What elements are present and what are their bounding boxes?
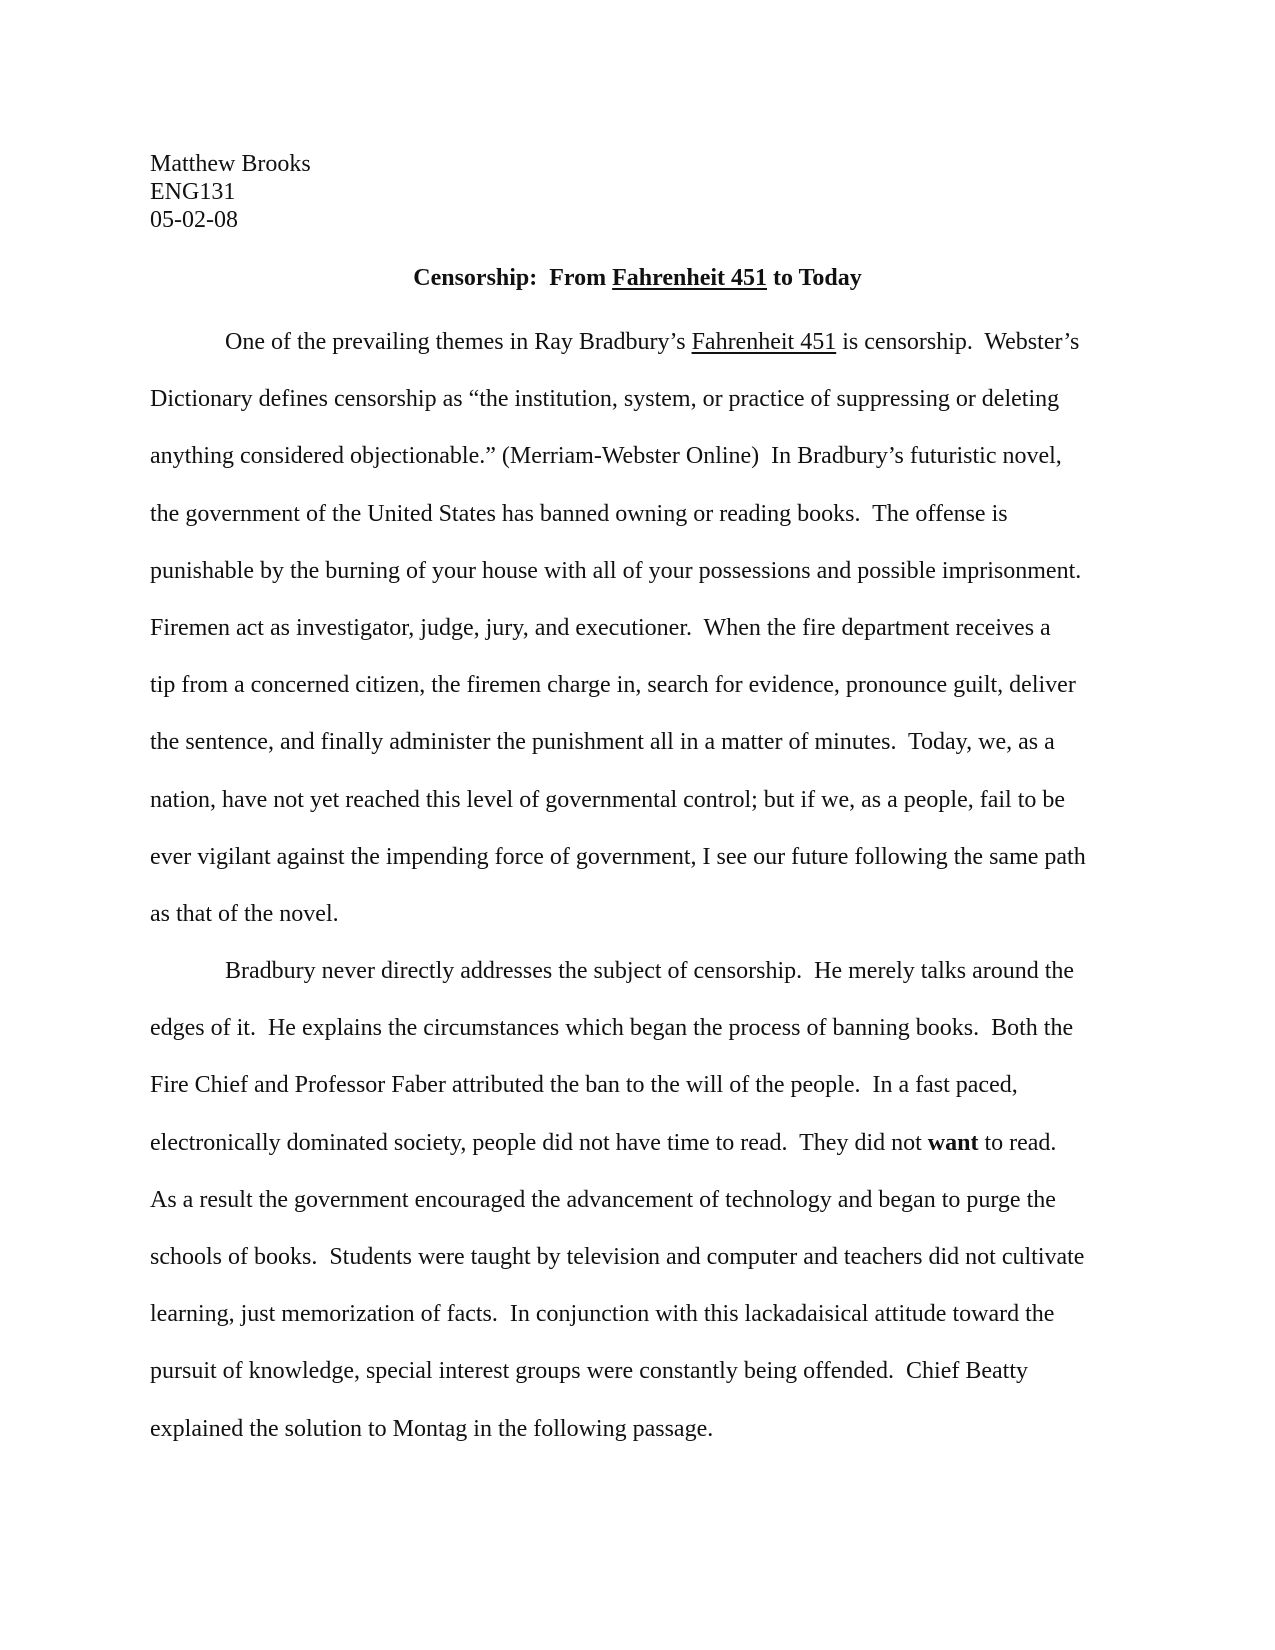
paragraph-text: electronically dominated society, people did not have time to read. They did not (150, 1129, 928, 1156)
paragraph-line: As a result the government encouraged the advancement of technology and began to purge the (150, 1186, 1056, 1213)
paragraph-line: learning, just memorization of facts. In conjunction with this lackadaisical attitude toward the (150, 1301, 1055, 1328)
paragraph-line: schools of books. Students were taught by television and computer and teachers did not cultivate (150, 1244, 1085, 1270)
title-prefix: Censorship: From (413, 265, 613, 291)
essay-body (150, 314, 1150, 1458)
author-name: Matthew Brooks (150, 151, 311, 177)
paragraph-line: anything considered objectionable.” (Merriam-Webster Online) In Bradbury’s futuristic novel, (150, 443, 1062, 470)
paragraph-text: to read. (978, 1129, 1057, 1156)
paragraph-line: explained the solution to Montag in the following passage. (150, 1415, 714, 1442)
paragraph-line: Firemen act as investigator, judge, jury, and executioner. When the fire department receives a (150, 614, 1051, 641)
paragraph-line: Dictionary defines censorship as “the institution, system, or practice of suppressing or deleting (150, 386, 1060, 413)
paragraph-line: ever vigilant against the impending force of government, I see our future following the same path (150, 843, 1086, 870)
paragraph-line: Fire Chief and Professor Faber attributed the ban to the will of the people. In a fast paced, (150, 1072, 1018, 1099)
book-title: Fahrenheit 451 (691, 329, 837, 355)
paragraph-text: One of the prevailing themes in Ray Bradbury’s (225, 329, 692, 355)
paragraph-line (150, 1115, 1150, 1172)
paragraph-2 (150, 943, 1150, 1458)
paragraph-text: is censorship. Webster’s (836, 329, 1080, 355)
essay-header (150, 150, 311, 234)
essay-title (0, 263, 1275, 293)
paragraph-line: pursuit of knowledge, special interest groups were constantly being offended. Chief Beatty (150, 1358, 1028, 1385)
paragraph-line: nation, have not yet reached this level of governmental control; but if we, as a people, fail to be (150, 786, 1066, 813)
emphasized-word: want (927, 1129, 979, 1156)
essay-date: 05-02-08 (150, 207, 238, 233)
paragraph-line: tip from a concerned citizen, the firemen charge in, search for evidence, pronounce guilt, deliver (150, 672, 1076, 699)
paragraph-line: Bradbury never directly addresses the subject of censorship. He merely talks around the (225, 958, 1075, 985)
course-code: ENG131 (150, 179, 236, 205)
paragraph-line: as that of the novel. (150, 900, 339, 927)
paragraph-1 (150, 314, 1150, 943)
paragraph-line: edges of it. He explains the circumstances which began the process of banning books. Both the (150, 1015, 1074, 1042)
paragraph-line (150, 314, 1150, 371)
paragraph-line: punishable by the burning of your house with all of your possessions and possible imprisonment. (150, 557, 1082, 584)
title-suffix: to Today (767, 265, 862, 291)
title-book: Fahrenheit 451 (612, 265, 768, 291)
paragraph-line: the government of the United States has banned owning or reading books. The offense is (150, 500, 1008, 527)
paragraph-line: the sentence, and finally administer the punishment all in a matter of minutes. Today, we, as a (150, 729, 1055, 756)
